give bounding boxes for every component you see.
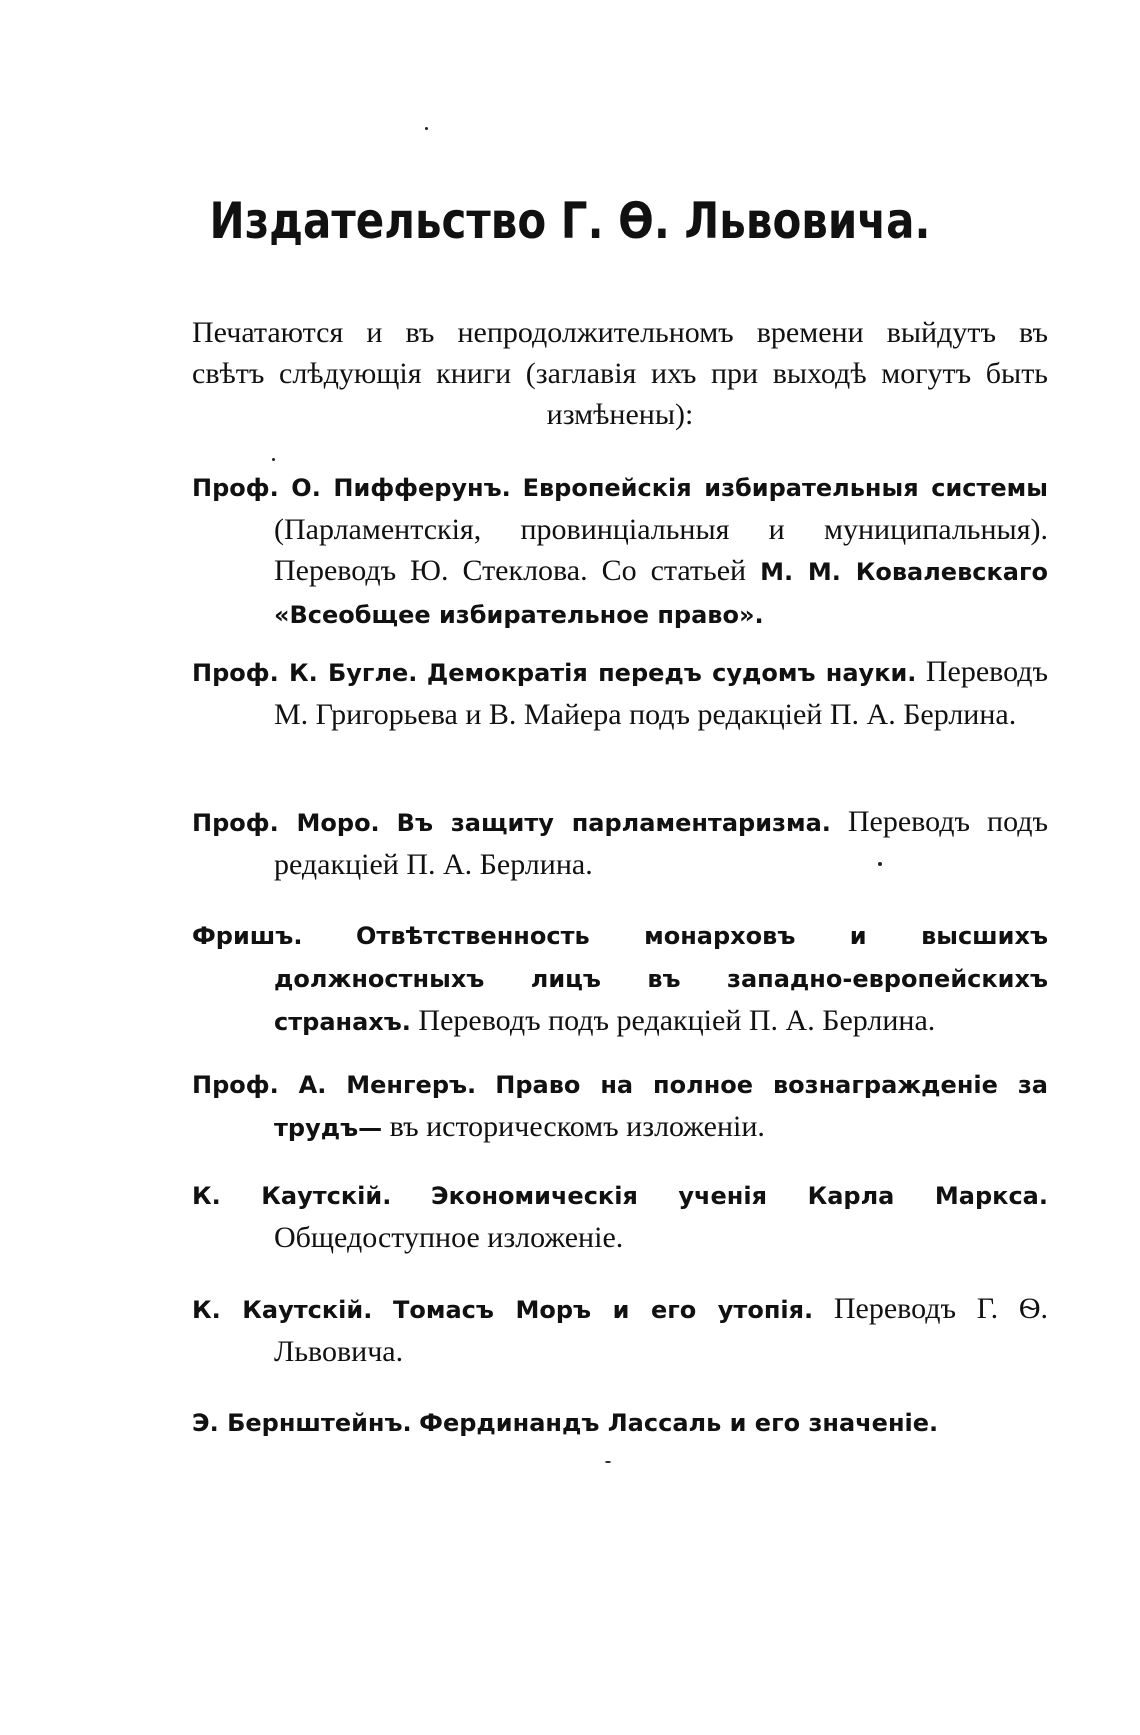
entry-book-title: Право на полное вознагражденіе за трудъ— <box>274 1071 1049 1142</box>
entry-note: Переводъ подъ редакціей П. А. Берлина. <box>418 1004 936 1037</box>
entry-book-title: Въ защиту парламентаризма. <box>396 809 831 837</box>
entry-note: въ историческомъ изложеніи. <box>389 1110 765 1143</box>
entry-note: (Парламентскія, провинціальныя и муниципальныя). Переводъ Ю. Стеклова. Со статьей <box>274 513 1048 587</box>
entry-book-title: Фердинандъ Лассаль и его значеніе. <box>419 1409 939 1437</box>
book-entry <box>192 651 1048 735</box>
entry-author: Проф. А. Менгеръ. <box>192 1071 477 1099</box>
book-entry <box>192 801 1048 885</box>
print-speck <box>272 458 275 461</box>
entry-extra-title: «Всеобщее избирательное право». <box>274 601 764 629</box>
entry-extra-author: М. М. Ковалевскаго <box>760 558 1049 586</box>
entry-author: Проф. К. Бугле. <box>192 659 418 687</box>
entry-book-title: Отвѣтственность монарховъ и высшихъ должностныхъ лицъ въ западно-европейскихъ странахъ. <box>274 922 1048 1036</box>
entry-author: Э. Бернштейнъ. <box>192 1409 412 1437</box>
book-entry <box>192 466 1048 636</box>
entry-author: Фришъ. <box>192 922 303 950</box>
entry-note: Переводъ Г. Ѳ. Львовича. <box>274 1292 1049 1368</box>
book-entry <box>192 1174 1048 1258</box>
book-entry <box>192 914 1048 1043</box>
entry-author: Проф. Моро. <box>192 809 380 837</box>
print-speck <box>425 127 428 130</box>
entry-author: Проф. О. Пифферунъ. <box>192 474 511 502</box>
entry-book-title: Томасъ Моръ и его утопія. <box>393 1296 814 1324</box>
entry-note: Переводъ М. Григорьева и В. Майера подъ редакціей П. А. Берлина. <box>274 655 1049 731</box>
intro-paragraph: Печатаются и въ непродолжительномъ времени выйдутъ въ свѣтъ слѣдующія книги (заглавія ихъ при выходѣ могутъ быть измѣнены): <box>192 316 1048 431</box>
entry-note: Переводъ подъ редакціей П. А. Берлина. <box>274 805 1049 881</box>
entry-book-title: Экономическія ученія Карла Маркса. <box>431 1182 1048 1210</box>
entry-author: К. Каутскій. <box>192 1296 373 1324</box>
book-entry <box>192 1288 1048 1372</box>
entry-author: К. Каутскій. <box>192 1182 392 1210</box>
entry-book-title: Демократія передъ судомъ науки. <box>426 659 917 687</box>
entry-book-title: Европейскія избирательныя системы <box>522 474 1048 502</box>
print-speck <box>878 862 882 866</box>
page-title: Издательство Г. Ѳ. Львовича. <box>209 192 931 250</box>
entry-note: Общедоступное изложеніе. <box>274 1221 624 1254</box>
book-entry <box>192 1401 1048 1444</box>
book-entry <box>192 1063 1048 1149</box>
print-speck <box>605 1461 611 1463</box>
